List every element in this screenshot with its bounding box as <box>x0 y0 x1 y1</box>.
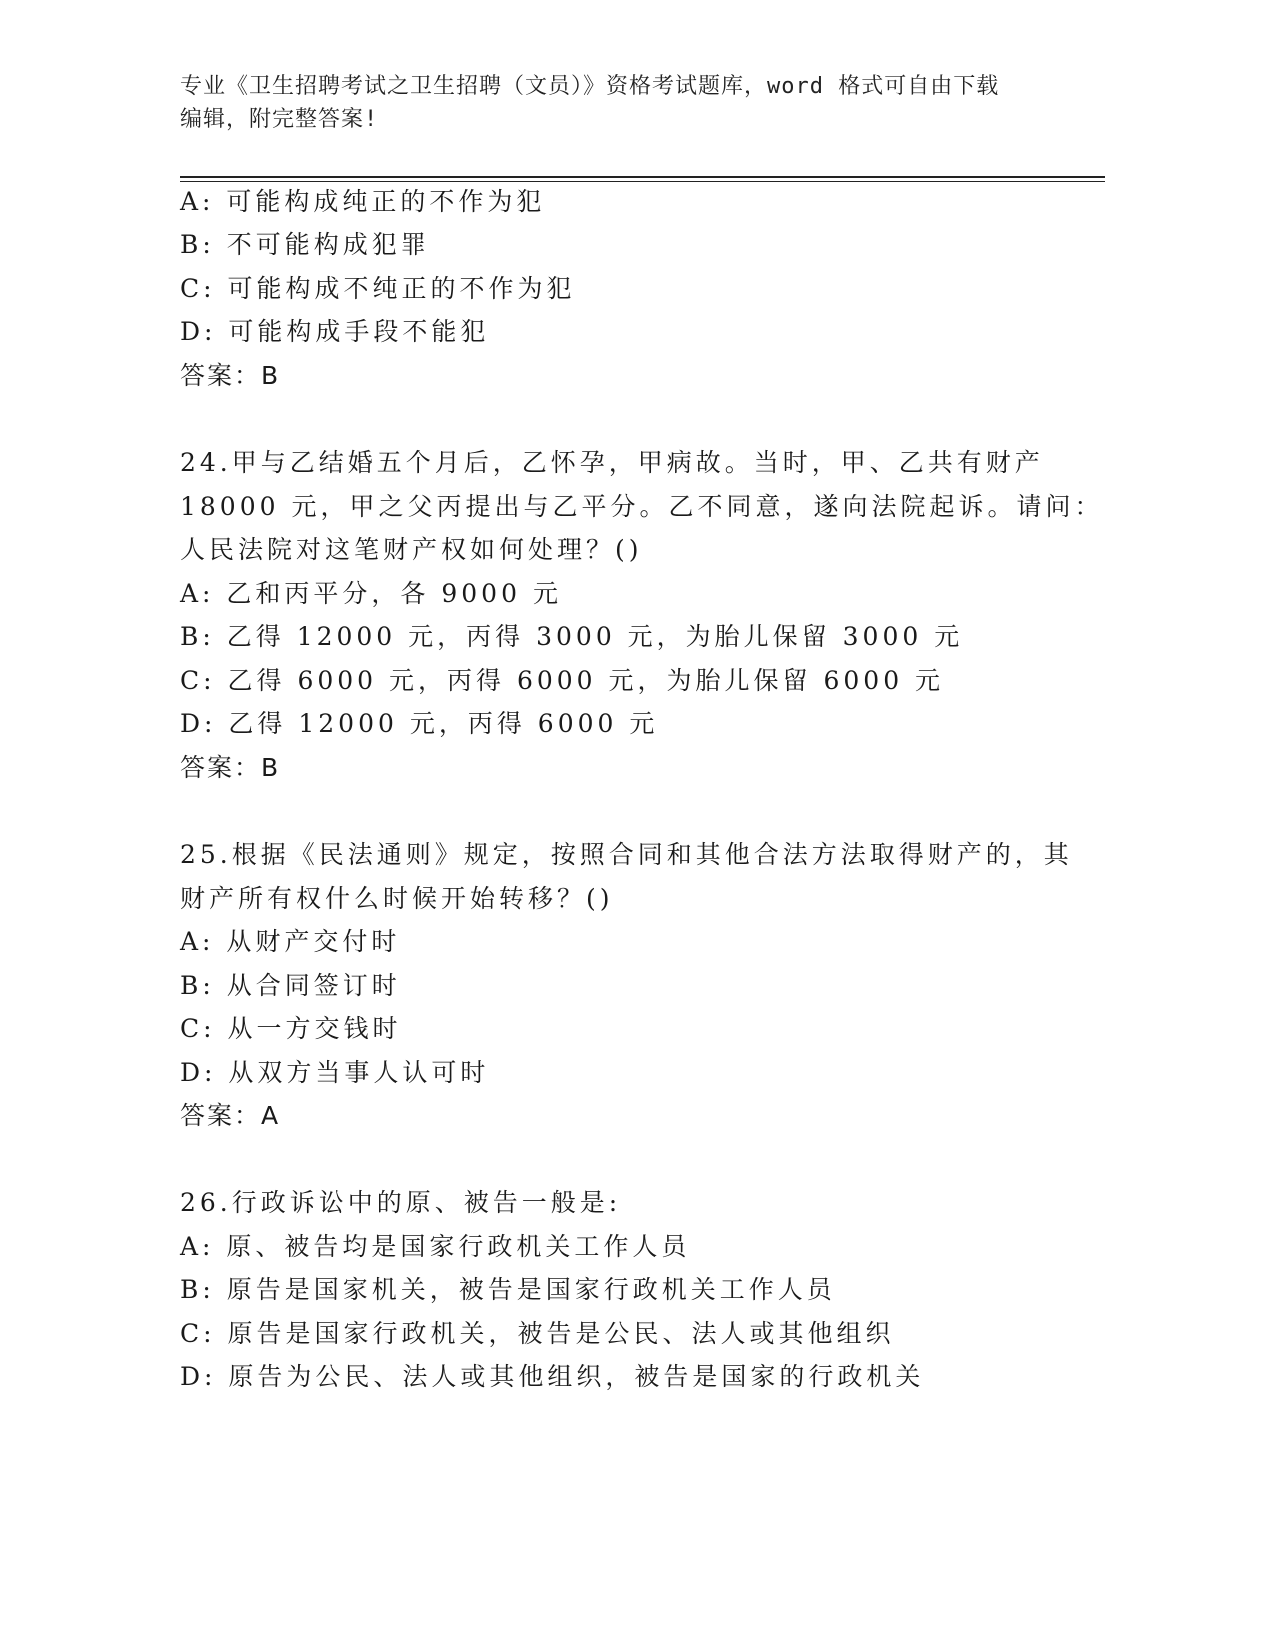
q26-option-b: B: 原告是国家机关，被告是国家行政机关工作人员 <box>180 1275 836 1304</box>
document-header <box>180 70 1060 136</box>
q24-stem-line-1: 24.甲与乙结婚五个月后，乙怀孕，甲病故。当时，甲、乙共有财产 <box>180 448 1044 477</box>
q23-answer: 答案：B <box>180 361 281 390</box>
q24-answer: 答案：B <box>180 753 281 782</box>
q24-option-b: B: 乙得 12000 元，丙得 3000 元，为胎儿保留 3000 元 <box>180 622 964 651</box>
q25-answer: 答案：A <box>180 1101 281 1130</box>
q24-stem-line-2: 18000 元，甲之父丙提出与乙平分。乙不同意，遂向法院起诉。请问： <box>180 492 1104 521</box>
q24-option-c: C: 乙得 6000 元，丙得 6000 元，为胎儿保留 6000 元 <box>180 666 945 695</box>
header-divider-thin <box>180 181 1105 182</box>
header-line-2: 编辑，附完整答案! <box>180 107 379 132</box>
q25-option-d: D: 从双方当事人认可时 <box>180 1058 490 1087</box>
q23-option-d: D: 可能构成手段不能犯 <box>180 317 490 346</box>
q25-option-c: C: 从一方交钱时 <box>180 1014 402 1043</box>
q23-option-a: A: 可能构成纯正的不作为犯 <box>180 187 546 216</box>
header-line-1: 专业《卫生招聘考试之卫生招聘（文员）》资格考试题库，word 格式可自由下载 <box>180 74 1000 99</box>
q23-option-b: B: 不可能构成犯罪 <box>180 230 430 259</box>
q25-stem-line-2: 财产所有权什么时候开始转移？() <box>180 884 614 913</box>
q26-option-d: D: 原告为公民、法人或其他组织，被告是国家的行政机关 <box>180 1362 925 1391</box>
q25-stem-line-1: 25.根据《民法通则》规定，按照合同和其他合法方法取得财产的，其 <box>180 840 1073 869</box>
q24-stem-line-3: 人民法院对这笔财产权如何处理？() <box>180 535 643 564</box>
q26-stem-line-1: 26.行政诉讼中的原、被告一般是: <box>180 1188 622 1217</box>
q26-option-c: C: 原告是国家行政机关，被告是公民、法人或其他组织 <box>180 1319 895 1348</box>
header-divider-thick <box>180 176 1105 178</box>
q25-option-a: A: 从财产交付时 <box>180 927 401 956</box>
q25-option-b: B: 从合同签订时 <box>180 971 401 1000</box>
q23-option-c: C: 可能构成不纯正的不作为犯 <box>180 274 576 303</box>
q24-option-d: D: 乙得 12000 元，丙得 6000 元 <box>180 709 659 738</box>
q26-option-a: A: 原、被告均是国家行政机关工作人员 <box>180 1232 691 1261</box>
q24-option-a: A: 乙和丙平分，各 9000 元 <box>180 579 562 608</box>
